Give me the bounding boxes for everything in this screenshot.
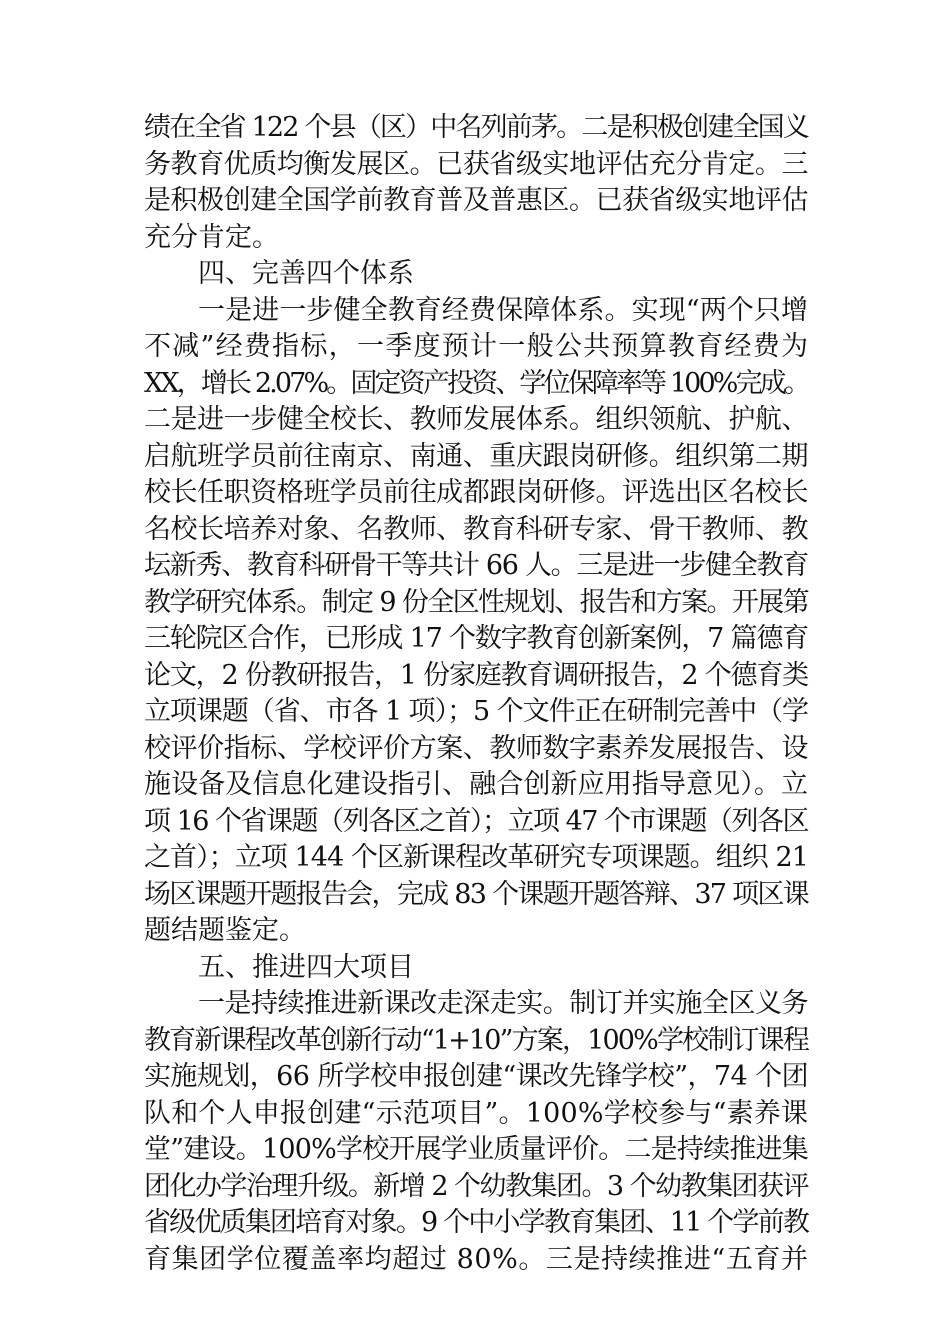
text-line: 之首）；立项 144 个区新课程改革研究专项课题。组织 21 [144,842,808,873]
text-line: 三轮院区合作，已形成 17 个数字教育创新案例，7 篇德育 [144,623,809,654]
text-line: 是积极创建全国学前教育普及普惠区。已获省级实地评估 [144,185,808,216]
text-line: 团化办学治理升级。新增 2 个幼教集团。3 个幼教集团获评 [144,1170,808,1202]
text-line: 校长任职资格班学员前往成都跟岗研修。评选出区名校长 [144,477,808,508]
text-line: 二是进一步健全校长、教师发展体系。组织领航、护航、 [144,404,808,435]
text-line: 堂”建设。100%学校开展学业质量评价。二是持续推进集 [144,1134,808,1165]
paragraph-start-line: 一是持续推进新课改走深走实。制订并实施全区义务 [198,988,808,1019]
text-line: 坛新秀、教育科研骨干等共计 66 人。三是进一步健全教育 [144,550,808,581]
text-line: 题结题鉴定。 [144,915,306,946]
text-line: 不减”经费指标，一季度预计一般公共预算教育经费为 [144,331,810,362]
paragraph-start-line: 五、推进四大项目 [198,951,414,983]
text-line: 论文，2 份教研报告，1 份家庭教育调研报告，2 个德育类 [144,659,809,691]
text-line: 实施规划，66 所学校申报创建“课改先锋学校”，74 个团 [144,1061,808,1092]
text-line: 充分肯定。 [144,221,279,253]
text-line: 校评价指标、学校评价方案、教师数字素养发展报告、设 [144,732,808,764]
text-line: 项 16 个省课题（列各区之首）；立项 47 个市课题（列各区 [144,805,808,837]
text-line: 育集团学位覆盖率均超过 80%。三是持续推进“五育并 [144,1243,809,1275]
text-line: 队和个人申报创建“示范项目”。100%学校参与“素养课 [144,1097,809,1129]
text-line: 务教育优质均衡发展区。已获省级实地评估充分肯定。三 [144,148,808,180]
text-line: 绩在全省 122 个县（区）中名列前茅。二是积极创建全国义 [144,112,808,143]
text-line: 名校长培养对象、名教师、教育科研专家、骨干教师、教 [144,513,808,545]
text-line: 启航班学员前往南京、南通、重庆跟岗研修。组织第二期 [144,440,808,472]
text-line: 教育新课程改革创新行动“1+10”方案，100%学校制订课程 [144,1024,808,1056]
paragraph-start-line: 一是进一步健全教育经费保障体系。实现“两个只增 [198,294,809,326]
text-line: XX，增长 2.07%。固定资产投资、学位保障率等 100%完成。 [144,367,808,399]
document-body [144,110,808,1278]
text-line: 省级优质集团培育对象。9 个中小学教育集团、11 个学前教 [144,1207,808,1238]
text-line: 立项课题（省、市各 1 项）；5 个文件正在研制完善中（学 [144,696,808,727]
text-line: 施设备及信息化建设指引、融合创新应用指导意见）。立 [144,769,809,800]
text-line: 教学研究体系。制定 9 份全区性规划、报告和方案。开展第 [144,586,808,618]
paragraph-start-line: 四、完善四个体系 [198,258,414,289]
text-line: 场区课题开题报告会，完成 83 个课题开题答辩、37 项区课 [144,878,808,910]
